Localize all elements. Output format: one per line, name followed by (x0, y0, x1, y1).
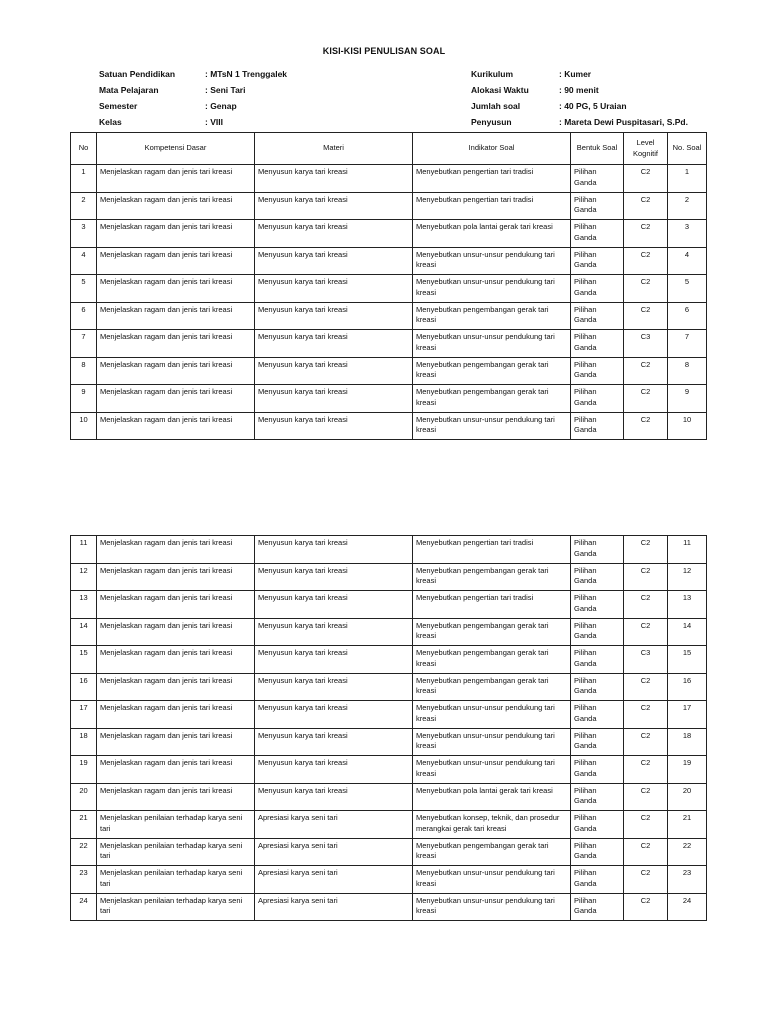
cell-materi: Apresiasi karya seni tari (255, 838, 413, 866)
cell-kompetensi-dasar: Menjelaskan penilaian terhadap karya seni tari (97, 811, 255, 839)
cell-bentuk-soal: Pilihan Ganda (571, 385, 624, 413)
table-row (71, 330, 707, 358)
cell-materi: Menyusun karya tari kreasi (255, 220, 413, 248)
cell-no: 13 (71, 591, 97, 619)
cell-no: 17 (71, 701, 97, 729)
table-row (71, 302, 707, 330)
table-row (71, 838, 707, 866)
cell-indikator-soal: Menyebutkan unsur-unsur pendukung tari kreasi (413, 893, 571, 921)
meta-label: Kelas (99, 117, 122, 127)
table-row (71, 385, 707, 413)
meta-row (99, 98, 287, 114)
cell-no-soal: 6 (668, 302, 707, 330)
cell-no-soal: 5 (668, 275, 707, 303)
cell-kompetensi-dasar: Menjelaskan ragam dan jenis tari kreasi (97, 412, 255, 440)
cell-indikator-soal: Menyebutkan unsur-unsur pendukung tari kreasi (413, 330, 571, 358)
cell-indikator-soal: Menyebutkan unsur-unsur pendukung tari kreasi (413, 756, 571, 784)
cell-materi: Menyusun karya tari kreasi (255, 783, 413, 811)
cell-no: 10 (71, 412, 97, 440)
meta-value: : 40 PG, 5 Uraian (559, 101, 627, 111)
cell-indikator-soal: Menyebutkan pengertian tari tradisi (413, 591, 571, 619)
cell-level-kognitif: C2 (624, 673, 668, 701)
cell-level-kognitif: C2 (624, 412, 668, 440)
cell-no-soal: 16 (668, 673, 707, 701)
cell-materi: Menyusun karya tari kreasi (255, 165, 413, 193)
cell-no: 14 (71, 618, 97, 646)
cell-materi: Menyusun karya tari kreasi (255, 385, 413, 413)
header-indikator-soal: Indikator Soal (413, 133, 571, 165)
cell-kompetensi-dasar: Menjelaskan ragam dan jenis tari kreasi (97, 192, 255, 220)
table-row (71, 728, 707, 756)
table-row (71, 357, 707, 385)
meta-label: Alokasi Waktu (471, 85, 529, 95)
cell-level-kognitif: C2 (624, 385, 668, 413)
cell-indikator-soal: Menyebutkan pengembangan gerak tari kreasi (413, 673, 571, 701)
cell-bentuk-soal: Pilihan Ganda (571, 673, 624, 701)
cell-kompetensi-dasar: Menjelaskan ragam dan jenis tari kreasi (97, 220, 255, 248)
cell-no: 19 (71, 756, 97, 784)
header-level-kognitif: Level Kognitif (624, 133, 668, 165)
cell-kompetensi-dasar: Menjelaskan penilaian terhadap karya seni tari (97, 893, 255, 921)
cell-materi: Apresiasi karya seni tari (255, 811, 413, 839)
cell-indikator-soal: Menyebutkan pengertian tari tradisi (413, 536, 571, 564)
cell-materi: Apresiasi karya seni tari (255, 866, 413, 894)
cell-bentuk-soal: Pilihan Ganda (571, 275, 624, 303)
cell-kompetensi-dasar: Menjelaskan ragam dan jenis tari kreasi (97, 756, 255, 784)
cell-bentuk-soal: Pilihan Ganda (571, 591, 624, 619)
cell-no: 1 (71, 165, 97, 193)
table-row (71, 866, 707, 894)
cell-bentuk-soal: Pilihan Ganda (571, 247, 624, 275)
cell-indikator-soal: Menyebutkan unsur-unsur pendukung tari kreasi (413, 412, 571, 440)
cell-indikator-soal: Menyebutkan pengembangan gerak tari kreasi (413, 357, 571, 385)
cell-indikator-soal: Menyebutkan pola lantai gerak tari kreasi (413, 783, 571, 811)
cell-kompetensi-dasar: Menjelaskan ragam dan jenis tari kreasi (97, 357, 255, 385)
cell-indikator-soal: Menyebutkan pengertian tari tradisi (413, 165, 571, 193)
cell-materi: Menyusun karya tari kreasi (255, 247, 413, 275)
cell-no-soal: 20 (668, 783, 707, 811)
cell-no-soal: 8 (668, 357, 707, 385)
cell-bentuk-soal: Pilihan Ganda (571, 618, 624, 646)
table-row (71, 783, 707, 811)
meta-label: Semester (99, 101, 138, 111)
meta-label: Mata Pelajaran (99, 85, 159, 95)
cell-no: 2 (71, 192, 97, 220)
cell-indikator-soal: Menyebutkan pengertian tari tradisi (413, 192, 571, 220)
cell-no: 12 (71, 563, 97, 591)
cell-indikator-soal: Menyebutkan pengembangan gerak tari kreasi (413, 838, 571, 866)
cell-no-soal: 17 (668, 701, 707, 729)
cell-materi: Menyusun karya tari kreasi (255, 330, 413, 358)
cell-bentuk-soal: Pilihan Ganda (571, 866, 624, 894)
cell-no-soal: 18 (668, 728, 707, 756)
table-row (71, 275, 707, 303)
cell-no: 9 (71, 385, 97, 413)
cell-materi: Menyusun karya tari kreasi (255, 412, 413, 440)
cell-level-kognitif: C2 (624, 783, 668, 811)
cell-level-kognitif: C2 (624, 247, 668, 275)
cell-no: 8 (71, 357, 97, 385)
header-no-soal: No. Soal (668, 133, 707, 165)
cell-bentuk-soal: Pilihan Ganda (571, 165, 624, 193)
cell-kompetensi-dasar: Menjelaskan ragam dan jenis tari kreasi (97, 275, 255, 303)
header-bentuk-soal: Bentuk Soal (571, 133, 624, 165)
cell-level-kognitif: C2 (624, 591, 668, 619)
meta-value: : MTsN 1 Trenggalek (205, 69, 288, 79)
cell-level-kognitif: C2 (624, 563, 668, 591)
meta-label: Satuan Pendidikan (99, 69, 176, 79)
table-row (71, 756, 707, 784)
table-row (71, 536, 707, 564)
cell-no: 24 (71, 893, 97, 921)
table-row (71, 701, 707, 729)
cell-no: 21 (71, 811, 97, 839)
cell-materi: Menyusun karya tari kreasi (255, 756, 413, 784)
cell-no-soal: 1 (668, 165, 707, 193)
table-row (71, 192, 707, 220)
table-row (71, 412, 707, 440)
cell-kompetensi-dasar: Menjelaskan penilaian terhadap karya seni tari (97, 838, 255, 866)
cell-level-kognitif: C2 (624, 701, 668, 729)
cell-no-soal: 12 (668, 563, 707, 591)
cell-no: 22 (71, 838, 97, 866)
cell-level-kognitif: C2 (624, 220, 668, 248)
cell-no: 20 (71, 783, 97, 811)
table-row (71, 247, 707, 275)
cell-level-kognitif: C2 (624, 866, 668, 894)
cell-materi: Menyusun karya tari kreasi (255, 563, 413, 591)
cell-level-kognitif: C2 (624, 893, 668, 921)
table-row (71, 220, 707, 248)
cell-no-soal: 11 (668, 536, 707, 564)
meta-label: Penyusun (471, 117, 512, 127)
meta-row (471, 82, 688, 98)
cell-bentuk-soal: Pilihan Ganda (571, 330, 624, 358)
cell-no-soal: 22 (668, 838, 707, 866)
cell-kompetensi-dasar: Menjelaskan ragam dan jenis tari kreasi (97, 646, 255, 674)
cell-bentuk-soal: Pilihan Ganda (571, 783, 624, 811)
cell-indikator-soal: Menyebutkan pengembangan gerak tari kreasi (413, 563, 571, 591)
cell-indikator-soal: Menyebutkan unsur-unsur pendukung tari kreasi (413, 866, 571, 894)
cell-bentuk-soal: Pilihan Ganda (571, 220, 624, 248)
cell-level-kognitif: C2 (624, 728, 668, 756)
meta-row (471, 114, 688, 130)
meta-label: Kurikulum (471, 69, 514, 79)
cell-kompetensi-dasar: Menjelaskan ragam dan jenis tari kreasi (97, 618, 255, 646)
cell-bentuk-soal: Pilihan Ganda (571, 728, 624, 756)
cell-level-kognitif: C2 (624, 192, 668, 220)
meta-row (471, 98, 688, 114)
cell-level-kognitif: C2 (624, 275, 668, 303)
cell-indikator-soal: Menyebutkan pengembangan gerak tari kreasi (413, 385, 571, 413)
cell-kompetensi-dasar: Menjelaskan ragam dan jenis tari kreasi (97, 563, 255, 591)
cell-no: 18 (71, 728, 97, 756)
cell-indikator-soal: Menyebutkan pola lantai gerak tari kreasi (413, 220, 571, 248)
cell-kompetensi-dasar: Menjelaskan ragam dan jenis tari kreasi (97, 536, 255, 564)
cell-indikator-soal: Menyebutkan unsur-unsur pendukung tari kreasi (413, 247, 571, 275)
cell-materi: Menyusun karya tari kreasi (255, 357, 413, 385)
cell-kompetensi-dasar: Menjelaskan ragam dan jenis tari kreasi (97, 591, 255, 619)
cell-bentuk-soal: Pilihan Ganda (571, 563, 624, 591)
table-row (71, 618, 707, 646)
table-body-page2 (71, 536, 707, 921)
cell-level-kognitif: C2 (624, 618, 668, 646)
cell-bentuk-soal: Pilihan Ganda (571, 811, 624, 839)
cell-materi: Menyusun karya tari kreasi (255, 302, 413, 330)
cell-materi: Apresiasi karya seni tari (255, 893, 413, 921)
cell-level-kognitif: C2 (624, 302, 668, 330)
cell-indikator-soal: Menyebutkan pengembangan gerak tari kreasi (413, 618, 571, 646)
cell-level-kognitif: C2 (624, 536, 668, 564)
header-no: No (71, 133, 97, 165)
cell-bentuk-soal: Pilihan Ganda (571, 192, 624, 220)
cell-kompetensi-dasar: Menjelaskan ragam dan jenis tari kreasi (97, 701, 255, 729)
table-body-page1 (71, 165, 707, 440)
cell-kompetensi-dasar: Menjelaskan ragam dan jenis tari kreasi (97, 247, 255, 275)
header-materi: Materi (255, 133, 413, 165)
cell-no-soal: 9 (668, 385, 707, 413)
cell-level-kognitif: C3 (624, 330, 668, 358)
cell-bentuk-soal: Pilihan Ganda (571, 701, 624, 729)
cell-materi: Menyusun karya tari kreasi (255, 618, 413, 646)
cell-level-kognitif: C2 (624, 357, 668, 385)
cell-level-kognitif: C2 (624, 811, 668, 839)
meta-row (99, 114, 287, 130)
cell-kompetensi-dasar: Menjelaskan ragam dan jenis tari kreasi (97, 330, 255, 358)
cell-kompetensi-dasar: Menjelaskan ragam dan jenis tari kreasi (97, 728, 255, 756)
cell-no: 11 (71, 536, 97, 564)
cell-materi: Menyusun karya tari kreasi (255, 536, 413, 564)
cell-kompetensi-dasar: Menjelaskan ragam dan jenis tari kreasi (97, 302, 255, 330)
meta-row (99, 82, 287, 98)
cell-no-soal: 3 (668, 220, 707, 248)
cell-no: 16 (71, 673, 97, 701)
cell-bentuk-soal: Pilihan Ganda (571, 536, 624, 564)
cell-no: 5 (71, 275, 97, 303)
table-row (71, 165, 707, 193)
cell-indikator-soal: Menyebutkan unsur-unsur pendukung tari kreasi (413, 728, 571, 756)
meta-value: : VIII (205, 117, 223, 127)
cell-materi: Menyusun karya tari kreasi (255, 673, 413, 701)
cell-bentuk-soal: Pilihan Ganda (571, 302, 624, 330)
table-row (71, 563, 707, 591)
meta-value: : Genap (205, 101, 237, 111)
meta-left (99, 66, 287, 130)
cell-no: 7 (71, 330, 97, 358)
cell-no-soal: 14 (668, 618, 707, 646)
cell-no: 23 (71, 866, 97, 894)
cell-no: 3 (71, 220, 97, 248)
cell-bentuk-soal: Pilihan Ganda (571, 838, 624, 866)
cell-no-soal: 15 (668, 646, 707, 674)
table-row (71, 893, 707, 921)
cell-materi: Menyusun karya tari kreasi (255, 728, 413, 756)
meta-value: : Seni Tari (205, 85, 246, 95)
cell-materi: Menyusun karya tari kreasi (255, 192, 413, 220)
meta-value: : Mareta Dewi Puspitasari, S.Pd. (559, 117, 688, 127)
cell-bentuk-soal: Pilihan Ganda (571, 756, 624, 784)
cell-no-soal: 21 (668, 811, 707, 839)
cell-materi: Menyusun karya tari kreasi (255, 591, 413, 619)
cell-level-kognitif: C2 (624, 838, 668, 866)
cell-materi: Menyusun karya tari kreasi (255, 701, 413, 729)
cell-no-soal: 2 (668, 192, 707, 220)
table-row (71, 673, 707, 701)
table-row (71, 591, 707, 619)
cell-no-soal: 19 (668, 756, 707, 784)
cell-materi: Menyusun karya tari kreasi (255, 275, 413, 303)
cell-indikator-soal: Menyebutkan unsur-unsur pendukung tari kreasi (413, 701, 571, 729)
cell-level-kognitif: C2 (624, 165, 668, 193)
cell-no-soal: 10 (668, 412, 707, 440)
cell-no-soal: 4 (668, 247, 707, 275)
cell-level-kognitif: C2 (624, 756, 668, 784)
cell-no-soal: 13 (668, 591, 707, 619)
cell-no-soal: 23 (668, 866, 707, 894)
cell-no-soal: 24 (668, 893, 707, 921)
table-header-row (71, 133, 707, 165)
cell-indikator-soal: Menyebutkan pengembangan gerak tari kreasi (413, 646, 571, 674)
meta-right (471, 66, 688, 130)
meta-label: Jumlah soal (471, 101, 521, 111)
table-row (71, 646, 707, 674)
cell-bentuk-soal: Pilihan Ganda (571, 893, 624, 921)
cell-no: 15 (71, 646, 97, 674)
cell-level-kognitif: C3 (624, 646, 668, 674)
cell-kompetensi-dasar: Menjelaskan ragam dan jenis tari kreasi (97, 783, 255, 811)
cell-materi: Menyusun karya tari kreasi (255, 646, 413, 674)
meta-row (471, 66, 688, 82)
meta-value: : Kumer (559, 69, 592, 79)
table-row (71, 811, 707, 839)
header-kompetensi-dasar: Kompetensi Dasar (97, 133, 255, 165)
cell-bentuk-soal: Pilihan Ganda (571, 646, 624, 674)
cell-no-soal: 7 (668, 330, 707, 358)
cell-kompetensi-dasar: Menjelaskan ragam dan jenis tari kreasi (97, 673, 255, 701)
cell-bentuk-soal: Pilihan Ganda (571, 412, 624, 440)
document-title: KISI-KISI PENULISAN SOAL (322, 46, 446, 56)
meta-row (99, 66, 287, 82)
cell-indikator-soal: Menyebutkan konsep, teknik, dan prosedur merangkai gerak tari kreasi (413, 811, 571, 839)
cell-indikator-soal: Menyebutkan pengembangan gerak tari kreasi (413, 302, 571, 330)
cell-kompetensi-dasar: Menjelaskan ragam dan jenis tari kreasi (97, 385, 255, 413)
cell-no: 6 (71, 302, 97, 330)
kisi-kisi-table-continued (70, 535, 707, 921)
cell-kompetensi-dasar: Menjelaskan penilaian terhadap karya seni tari (97, 866, 255, 894)
cell-indikator-soal: Menyebutkan unsur-unsur pendukung tari kreasi (413, 275, 571, 303)
kisi-kisi-table (70, 132, 707, 440)
cell-kompetensi-dasar: Menjelaskan ragam dan jenis tari kreasi (97, 165, 255, 193)
cell-no: 4 (71, 247, 97, 275)
cell-bentuk-soal: Pilihan Ganda (571, 357, 624, 385)
meta-value: : 90 menit (559, 85, 599, 95)
